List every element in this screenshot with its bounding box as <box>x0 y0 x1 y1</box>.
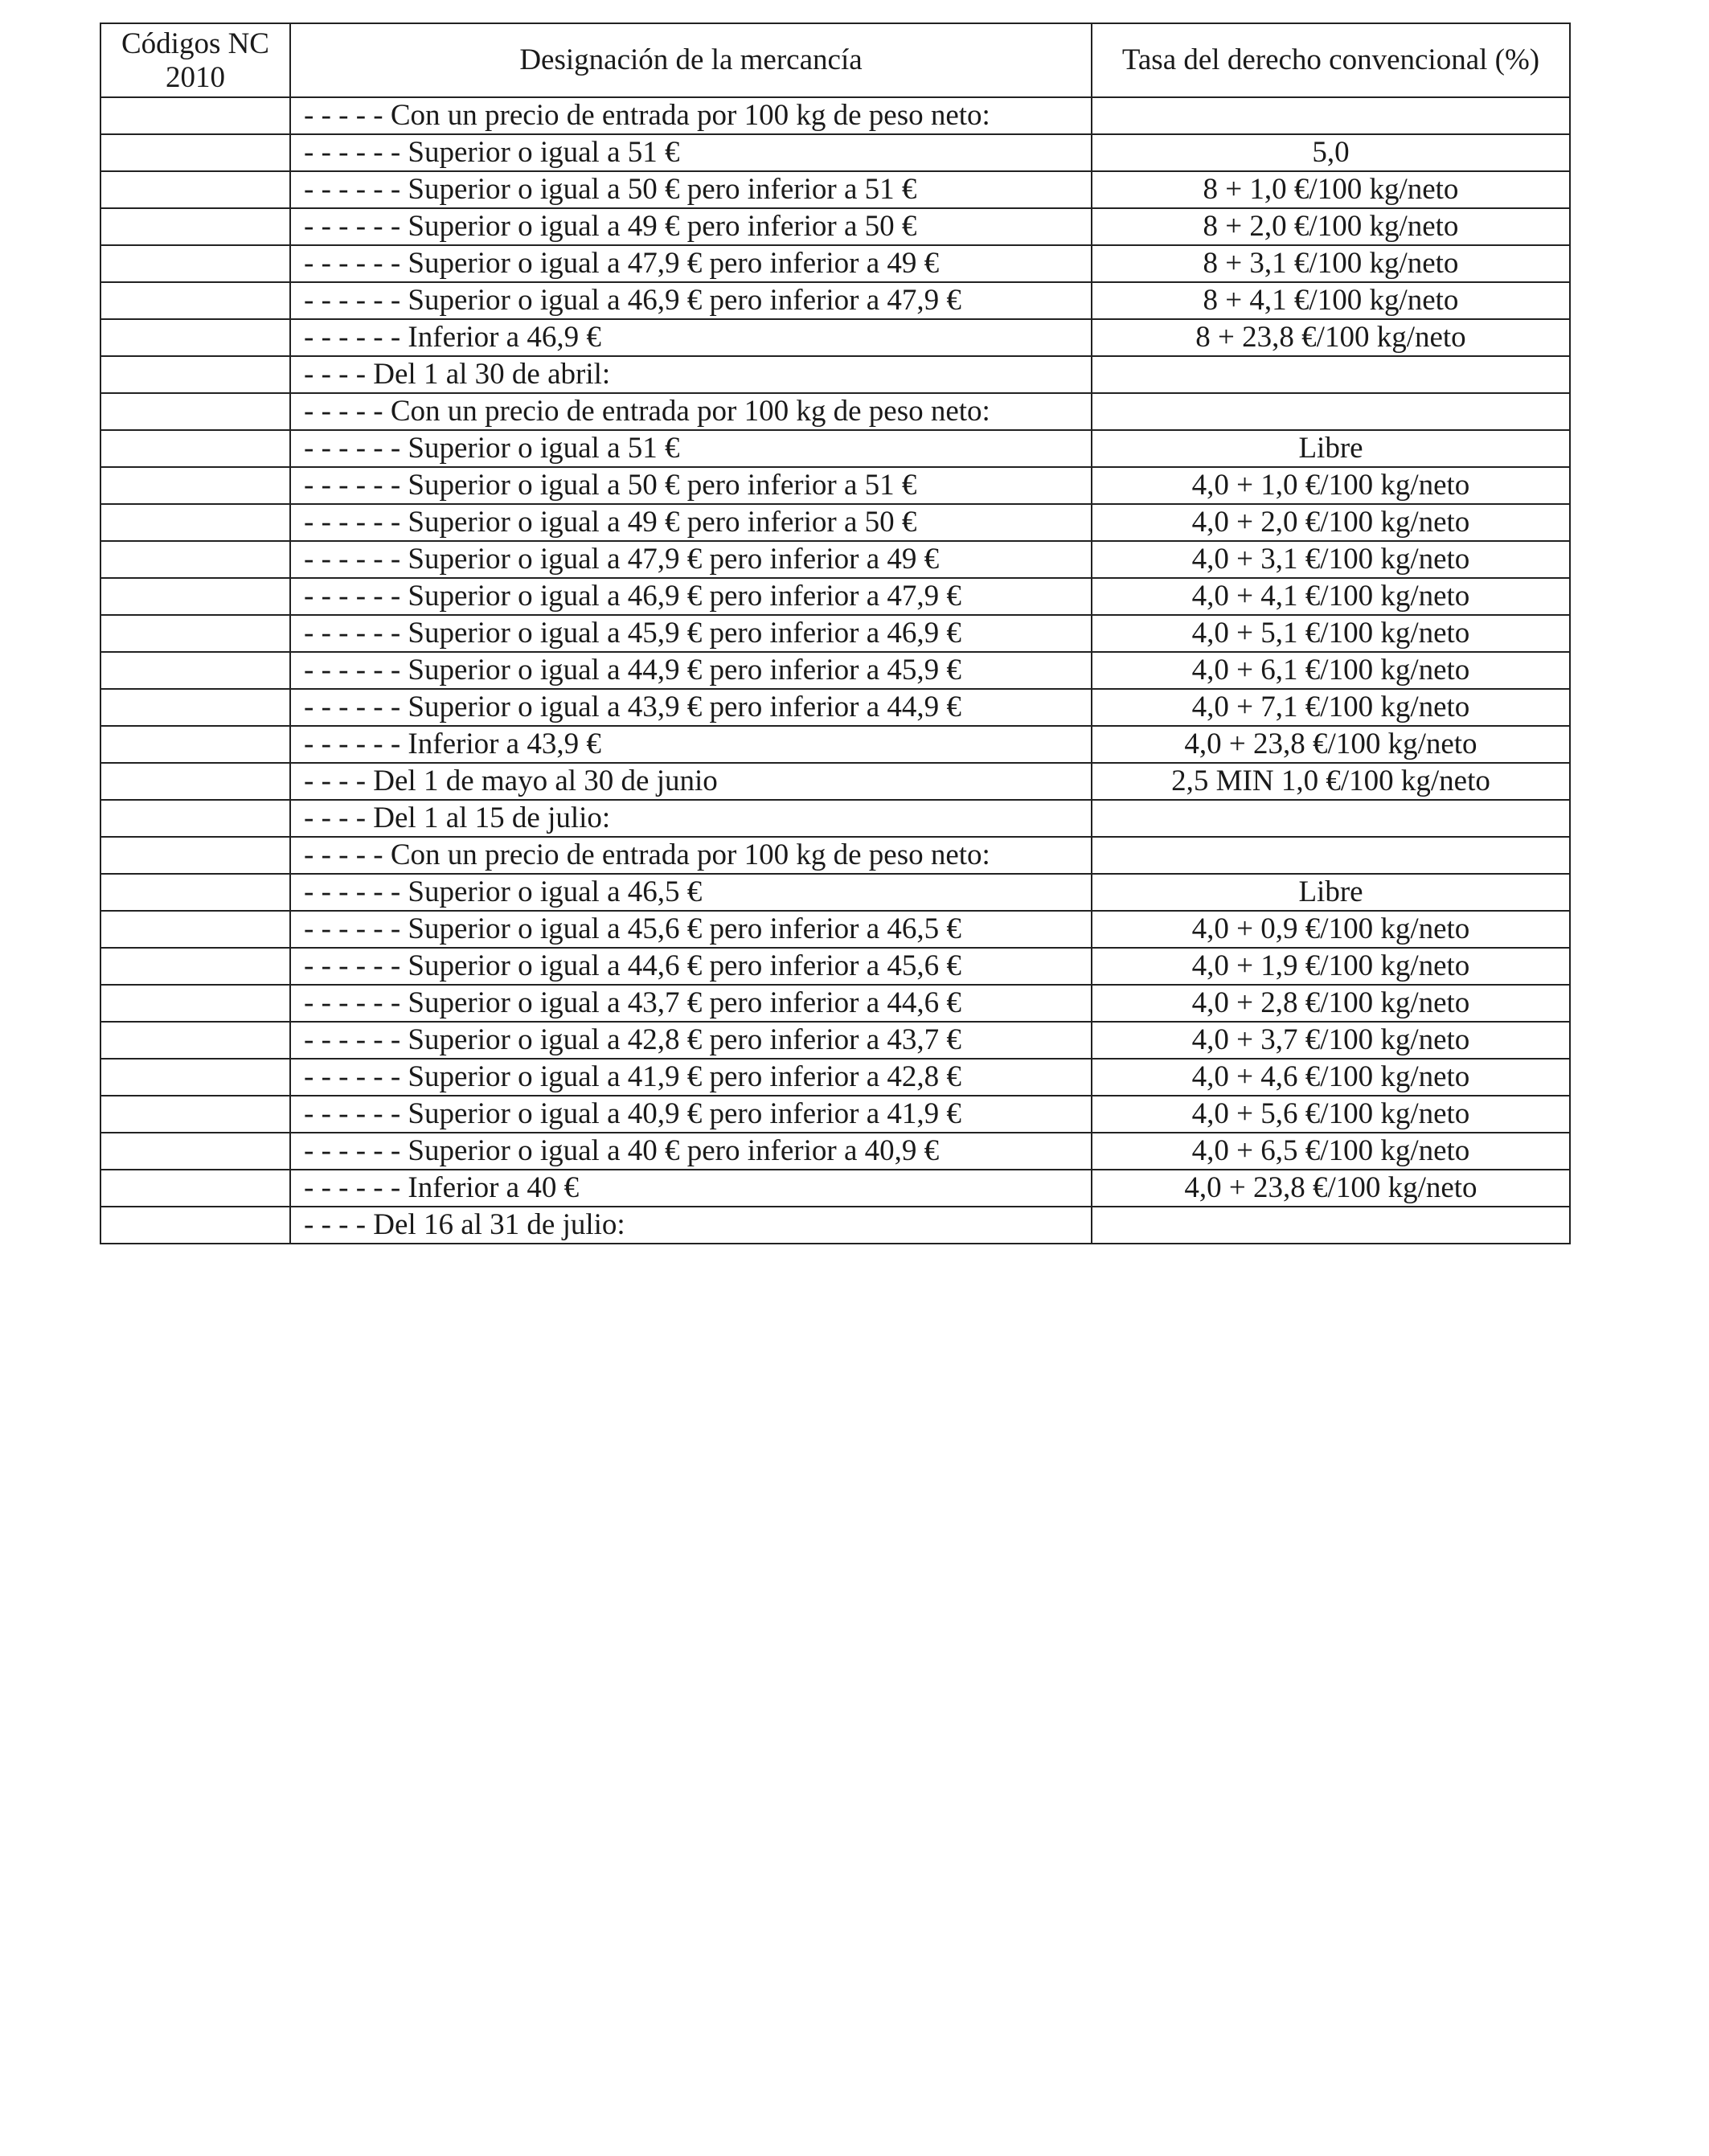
designation-cell: - - - - - - Superior o igual a 45,6 € pero inferior a 46,5 € <box>290 911 1092 948</box>
table-row <box>100 356 1570 393</box>
designation-cell: - - - - - - Superior o igual a 51 € <box>290 430 1092 467</box>
designation-cell: - - - - - - Superior o igual a 44,6 € pero inferior a 45,6 € <box>290 948 1092 985</box>
cn-code-cell <box>100 245 290 282</box>
designation-cell: - - - - - - Superior o igual a 43,7 € pero inferior a 44,6 € <box>290 985 1092 1022</box>
designation-cell: - - - - - - Superior o igual a 46,9 € pero inferior a 47,9 € <box>290 578 1092 615</box>
table-row <box>100 726 1570 763</box>
table-row <box>100 1022 1570 1059</box>
duty-rate-cell <box>1092 837 1570 874</box>
cn-code-cell <box>100 985 290 1022</box>
cn-code-cell <box>100 837 290 874</box>
cn-code-cell <box>100 615 290 652</box>
designation-cell: - - - - Del 1 de mayo al 30 de junio <box>290 763 1092 800</box>
duty-rate-cell: 4,0 + 5,1 €/100 kg/neto <box>1092 615 1570 652</box>
table-body <box>100 97 1570 1244</box>
table-row <box>100 430 1570 467</box>
designation-cell: - - - - - - Inferior a 40 € <box>290 1170 1092 1207</box>
duty-rate-cell <box>1092 393 1570 430</box>
designation-cell: - - - - - - Superior o igual a 50 € pero inferior a 51 € <box>290 171 1092 208</box>
cn-code-cell <box>100 1022 290 1059</box>
table-row <box>100 467 1570 504</box>
table-row <box>100 171 1570 208</box>
cn-code-cell <box>100 1096 290 1133</box>
designation-cell: - - - - - - Superior o igual a 51 € <box>290 134 1092 171</box>
duty-rate-cell: 4,0 + 7,1 €/100 kg/neto <box>1092 689 1570 726</box>
table-header <box>100 23 1570 97</box>
cn-code-cell <box>100 1133 290 1170</box>
duty-rate-cell: 4,0 + 1,0 €/100 kg/neto <box>1092 467 1570 504</box>
table-row <box>100 134 1570 171</box>
duty-rate-cell: 8 + 3,1 €/100 kg/neto <box>1092 245 1570 282</box>
designation-cell: - - - - Del 1 al 15 de julio: <box>290 800 1092 837</box>
table-row <box>100 911 1570 948</box>
table-row <box>100 1096 1570 1133</box>
table-row <box>100 837 1570 874</box>
cn-code-cell <box>100 800 290 837</box>
cn-code-cell <box>100 319 290 356</box>
duty-rate-cell: 5,0 <box>1092 134 1570 171</box>
table-row <box>100 208 1570 245</box>
duty-rate-cell: Libre <box>1092 430 1570 467</box>
duty-rate-cell: 4,0 + 3,7 €/100 kg/neto <box>1092 1022 1570 1059</box>
designation-cell: - - - - Del 1 al 30 de abril: <box>290 356 1092 393</box>
duty-rate-cell: 4,0 + 2,8 €/100 kg/neto <box>1092 985 1570 1022</box>
cn-code-cell <box>100 134 290 171</box>
designation-cell: - - - - - - Inferior a 46,9 € <box>290 319 1092 356</box>
duty-rate-cell <box>1092 800 1570 837</box>
designation-cell: - - - - - - Superior o igual a 45,9 € pero inferior a 46,9 € <box>290 615 1092 652</box>
cn-code-cell <box>100 1170 290 1207</box>
cn-code-cell <box>100 282 290 319</box>
designation-cell: - - - - - - Superior o igual a 44,9 € pero inferior a 45,9 € <box>290 652 1092 689</box>
designation-cell: - - - - Del 16 al 31 de julio: <box>290 1207 1092 1244</box>
table-row <box>100 578 1570 615</box>
table-row <box>100 504 1570 541</box>
table-row <box>100 1170 1570 1207</box>
cn-code-cell <box>100 911 290 948</box>
table-row <box>100 985 1570 1022</box>
cn-code-cell <box>100 948 290 985</box>
duty-rate-cell: 4,0 + 4,1 €/100 kg/neto <box>1092 578 1570 615</box>
designation-cell: - - - - - - Superior o igual a 50 € pero inferior a 51 € <box>290 467 1092 504</box>
designation-cell: - - - - - Con un precio de entrada por 100 kg de peso neto: <box>290 393 1092 430</box>
designation-cell: - - - - - - Superior o igual a 40 € pero inferior a 40,9 € <box>290 1133 1092 1170</box>
table-row <box>100 652 1570 689</box>
duty-rate-cell: 4,0 + 3,1 €/100 kg/neto <box>1092 541 1570 578</box>
header-cn-codes <box>100 23 290 97</box>
duty-rate-cell: 4,0 + 2,0 €/100 kg/neto <box>1092 504 1570 541</box>
header-row <box>100 23 1570 97</box>
duty-rate-cell <box>1092 1207 1570 1244</box>
cn-code-cell <box>100 652 290 689</box>
table-row <box>100 1207 1570 1244</box>
cn-code-cell <box>100 689 290 726</box>
table-row <box>100 319 1570 356</box>
designation-cell: - - - - - - Superior o igual a 47,9 € pero inferior a 49 € <box>290 245 1092 282</box>
header-designation: Designación de la mercancía <box>290 23 1092 97</box>
cn-code-cell <box>100 504 290 541</box>
table-row <box>100 948 1570 985</box>
designation-cell: - - - - - - Superior o igual a 41,9 € pero inferior a 42,8 € <box>290 1059 1092 1096</box>
duty-rate-cell: 4,0 + 5,6 €/100 kg/neto <box>1092 1096 1570 1133</box>
cn-code-cell <box>100 763 290 800</box>
designation-cell: - - - - - - Superior o igual a 46,5 € <box>290 874 1092 911</box>
designation-cell: - - - - - - Superior o igual a 49 € pero inferior a 50 € <box>290 208 1092 245</box>
duty-rate-cell: 8 + 1,0 €/100 kg/neto <box>1092 171 1570 208</box>
table-row <box>100 282 1570 319</box>
header-cn-codes-line1: Códigos NC <box>121 27 269 60</box>
cn-code-cell <box>100 726 290 763</box>
duty-rate-cell: 8 + 2,0 €/100 kg/neto <box>1092 208 1570 245</box>
cn-code-cell <box>100 1059 290 1096</box>
table-row <box>100 763 1570 800</box>
designation-cell: - - - - - - Superior o igual a 43,9 € pero inferior a 44,9 € <box>290 689 1092 726</box>
table-row <box>100 1133 1570 1170</box>
header-cn-codes-line2: 2010 <box>166 61 225 94</box>
designation-cell: - - - - - - Superior o igual a 42,8 € pero inferior a 43,7 € <box>290 1022 1092 1059</box>
designation-cell: - - - - - - Inferior a 43,9 € <box>290 726 1092 763</box>
cn-code-cell <box>100 356 290 393</box>
cn-code-cell <box>100 208 290 245</box>
duty-rate-cell: 8 + 23,8 €/100 kg/neto <box>1092 319 1570 356</box>
designation-cell: - - - - - Con un precio de entrada por 100 kg de peso neto: <box>290 97 1092 134</box>
tariff-table <box>100 23 1571 1244</box>
designation-cell: - - - - - - Superior o igual a 40,9 € pero inferior a 41,9 € <box>290 1096 1092 1133</box>
duty-rate-cell: 4,0 + 0,9 €/100 kg/neto <box>1092 911 1570 948</box>
duty-rate-cell: 4,0 + 4,6 €/100 kg/neto <box>1092 1059 1570 1096</box>
designation-cell: - - - - - - Superior o igual a 47,9 € pero inferior a 49 € <box>290 541 1092 578</box>
cn-code-cell <box>100 467 290 504</box>
table-row <box>100 393 1570 430</box>
table-row <box>100 245 1570 282</box>
duty-rate-cell: 8 + 4,1 €/100 kg/neto <box>1092 282 1570 319</box>
cn-code-cell <box>100 430 290 467</box>
table-row <box>100 615 1570 652</box>
duty-rate-cell <box>1092 356 1570 393</box>
table-row <box>100 689 1570 726</box>
cn-code-cell <box>100 1207 290 1244</box>
table-row <box>100 874 1570 911</box>
cn-code-cell <box>100 393 290 430</box>
table-row <box>100 97 1570 134</box>
table-row <box>100 1059 1570 1096</box>
designation-cell: - - - - - Con un precio de entrada por 100 kg de peso neto: <box>290 837 1092 874</box>
duty-rate-cell: 4,0 + 23,8 €/100 kg/neto <box>1092 1170 1570 1207</box>
cn-code-cell <box>100 171 290 208</box>
cn-code-cell <box>100 97 290 134</box>
header-duty-rate: Tasa del derecho convencional (%) <box>1092 23 1570 97</box>
designation-cell: - - - - - - Superior o igual a 49 € pero inferior a 50 € <box>290 504 1092 541</box>
duty-rate-cell: 4,0 + 23,8 €/100 kg/neto <box>1092 726 1570 763</box>
cn-code-cell <box>100 874 290 911</box>
table-row <box>100 800 1570 837</box>
table-row <box>100 541 1570 578</box>
cn-code-cell <box>100 541 290 578</box>
cn-code-cell <box>100 578 290 615</box>
duty-rate-cell: 4,0 + 6,1 €/100 kg/neto <box>1092 652 1570 689</box>
duty-rate-cell: 4,0 + 1,9 €/100 kg/neto <box>1092 948 1570 985</box>
duty-rate-cell: 4,0 + 6,5 €/100 kg/neto <box>1092 1133 1570 1170</box>
duty-rate-cell: 2,5 MIN 1,0 €/100 kg/neto <box>1092 763 1570 800</box>
duty-rate-cell: Libre <box>1092 874 1570 911</box>
duty-rate-cell <box>1092 97 1570 134</box>
designation-cell: - - - - - - Superior o igual a 46,9 € pero inferior a 47,9 € <box>290 282 1092 319</box>
